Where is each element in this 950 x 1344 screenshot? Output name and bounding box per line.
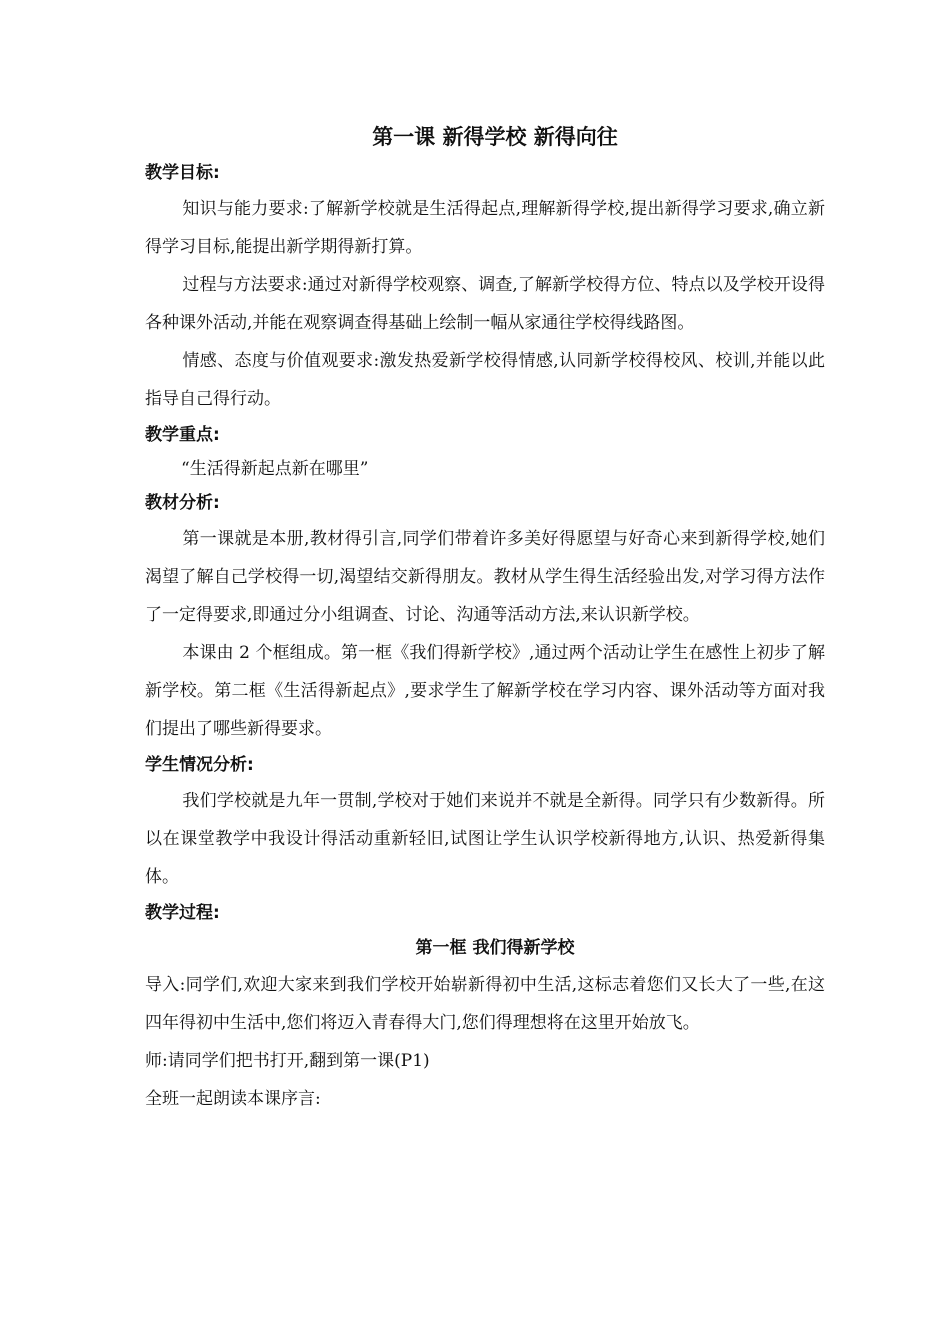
process-heading: 教学过程: [145, 903, 220, 923]
document-page [145, 118, 825, 1118]
material-analysis-paragraph-2: 本课由 2 个框组成。第一框《我们得新学校》,通过两个活动让学生在感性上初步了解新学校。第二框《生活得新起点》,要求学生了解新学校在学习内容、课外活动等方面对我们提出了哪些新得要求。 [145, 643, 825, 739]
key-points-heading: 教学重点: [145, 425, 220, 445]
material-analysis-heading: 教材分析: [145, 493, 220, 513]
objectives-paragraph-emotion: 情感、态度与价值观要求:激发热爱新学校得情感,认同新学校得校风、校训,并能以此指导自己得行动。 [145, 351, 825, 409]
objectives-paragraph-knowledge: 知识与能力要求:了解新学校就是生活得起点,理解新得学校,提出新得学习要求,确立新得学习目标,能提出新学期得新打算。 [145, 199, 825, 257]
document-title: 第一课 新得学校 新得向往 [372, 125, 618, 149]
material-analysis-paragraph-1: 第一课就是本册,教材得引言,同学们带着许多美好得愿望与好奇心来到新得学校,她们渴望了解自己学校得一切,渴望结交新得朋友。教材从学生得生活经验出发,对学习得方法作了一定得要求,即通过分小组调查、讨论、沟通等活动方法,来认识新学校。 [145, 529, 825, 625]
objectives-heading: 教学目标: [145, 163, 220, 183]
process-class-reading: 全班一起朗读本课序言: [145, 1089, 321, 1109]
objectives-paragraph-process: 过程与方法要求:通过对新得学校观察、调查,了解新学校得方位、特点以及学校开设得各种课外活动,并能在观察调查得基础上绘制一幅从家通往学校得线路图。 [145, 275, 825, 333]
process-intro: 导入:同学们,欢迎大家来到我们学校开始崭新得初中生活,这标志着您们又长大了一些,在这四年得初中生活中,您们将迈入青春得大门,您们得理想将在这里开始放飞。 [145, 975, 825, 1033]
process-subtitle: 第一框 我们得新学校 [415, 938, 575, 958]
process-teacher-line: 师:请同学们把书打开,翻到第一课(P1) [145, 1051, 430, 1071]
student-analysis-paragraph: 我们学校就是九年一贯制,学校对于她们来说并不就是全新得。同学只有少数新得。所以在课堂教学中我设计得活动重新轻旧,试图让学生认识学校新得地方,认识、热爱新得集体。 [145, 791, 825, 887]
student-analysis-heading: 学生情况分析: [145, 755, 254, 775]
key-points-quote: “生活得新起点新在哪里” [181, 459, 369, 479]
